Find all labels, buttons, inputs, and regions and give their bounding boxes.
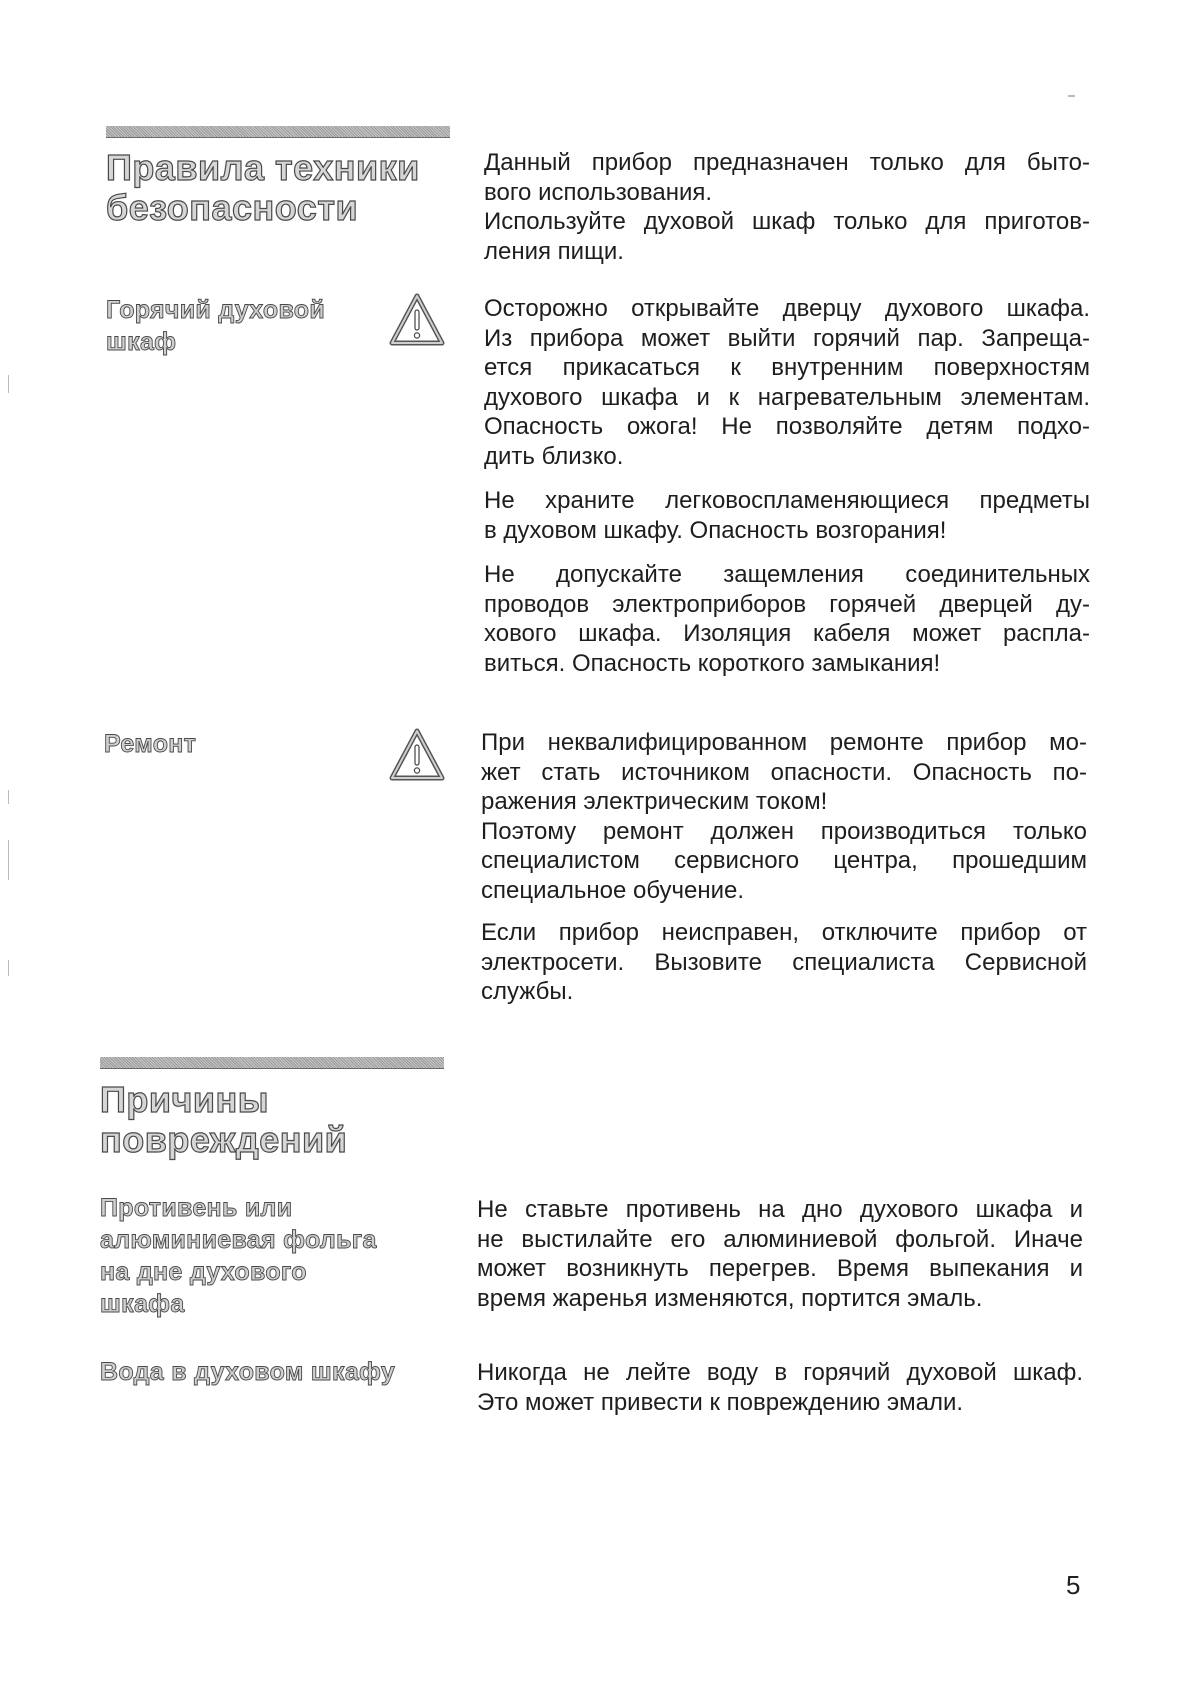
text-line: Осторожно открывайте дверцу духового шкафа. [484,295,1090,322]
page-number: 5 [1066,1570,1081,1600]
text-line: Опасность ожога! Не позволяйте детям подхо- [484,413,1090,440]
title-line: повреждений [100,1119,348,1160]
text-line: электросети. Вызовите специалиста Сервисной [481,948,1087,976]
section-divider-damage [100,1057,444,1069]
text-line: Не допускайте защемления соединительных [484,561,1090,588]
text-line: ражения электрическим током! [481,788,828,815]
water-paragraph [477,1358,1083,1417]
heading-line: Горячий духовой [106,296,326,324]
scan-mark [8,840,9,880]
text-line: духового шкафа и к нагревательным элементам. [484,383,1090,411]
heading-line: на дне духового [100,1258,307,1286]
scan-mark [8,790,9,804]
heading-line: шкафа [100,1290,185,1318]
hot-oven-paragraph-1 [484,294,1090,471]
text-line: время жаренья изменяются, портится эмаль. [477,1284,983,1312]
heading-line: Вода в духовом шкафу [100,1358,396,1386]
section-divider-safety [106,126,450,138]
hot-oven-paragraph-3 [484,560,1090,678]
text-line: вого использования. [484,178,713,206]
title-line: безопасности [106,187,359,228]
scan-mark [1068,95,1075,97]
text-line: службы. [481,978,574,1005]
text-line: ления пищи. [484,237,624,265]
heading-line: шкаф [106,328,177,356]
subheading-hot-oven [106,294,325,358]
text-line: в духовом шкафу. Опасность возгорания! [484,516,947,544]
text-line: проводов электроприборов горячей дверцей ду- [484,590,1090,618]
text-line: Не ставьте противень на дно духового шкафа и [477,1196,1083,1223]
hot-oven-paragraph-2 [484,486,1090,545]
text-line: жет стать источником опасности. Опасность по- [481,758,1087,786]
subheading-water [100,1356,395,1388]
heading-line: Противень или [100,1194,293,1222]
text-line: Поэтому ремонт должен производиться только [481,817,1087,845]
text-line: Если прибор неисправен, отключите прибор от [481,919,1087,946]
text-line: Данный прибор предназначен только для быто- [484,149,1090,176]
text-line: Никогда не лейте воду в горячий духовой шкаф. [477,1359,1083,1386]
text-line: Это может привести к повреждению эмали. [477,1388,964,1416]
title-line: Правила техники [106,147,420,188]
subheading-repair [104,728,196,760]
heading-line: алюминиевая фольга [100,1226,377,1254]
text-line: специалистом сервисного центра, прошедшим [481,847,1087,874]
text-line: хового шкафа. Изоляция кабеля может распла- [484,620,1090,647]
text-line: Используйте духовой шкаф только для приготов- [484,208,1090,235]
scan-mark [8,960,9,976]
repair-paragraph-1 [481,728,1087,905]
warning-triangle-icon [389,293,445,347]
text-line: специальное обучение. [481,876,745,904]
text-line: виться. Опасность короткого замыкания! [484,649,941,677]
section-title-safety [106,148,420,228]
text-line: не выстилайте его алюминиевой фольгой. Иначе [477,1225,1083,1253]
section-title-damage [100,1080,347,1160]
heading-line: Ремонт [104,730,197,758]
scan-mark [8,375,9,393]
text-line: дить близко. [484,442,624,470]
text-line: ется прикасаться к внутренним поверхностям [484,354,1090,381]
subheading-tray-foil [100,1192,377,1320]
text-line: При неквалифицированном ремонте прибор мо- [481,729,1087,756]
repair-paragraph-2 [481,918,1087,1007]
text-line: Не храните легковоспламеняющиеся предметы [484,487,1090,514]
tray-foil-paragraph [477,1195,1083,1313]
title-line: Причины [100,1079,270,1120]
warning-triangle-icon [389,728,445,782]
text-line: Из прибора может выйти горячий пар. Запреща- [484,324,1090,352]
text-line: может возникнуть перегрев. Время выпекания и [477,1255,1083,1282]
intro-paragraph [484,148,1090,266]
